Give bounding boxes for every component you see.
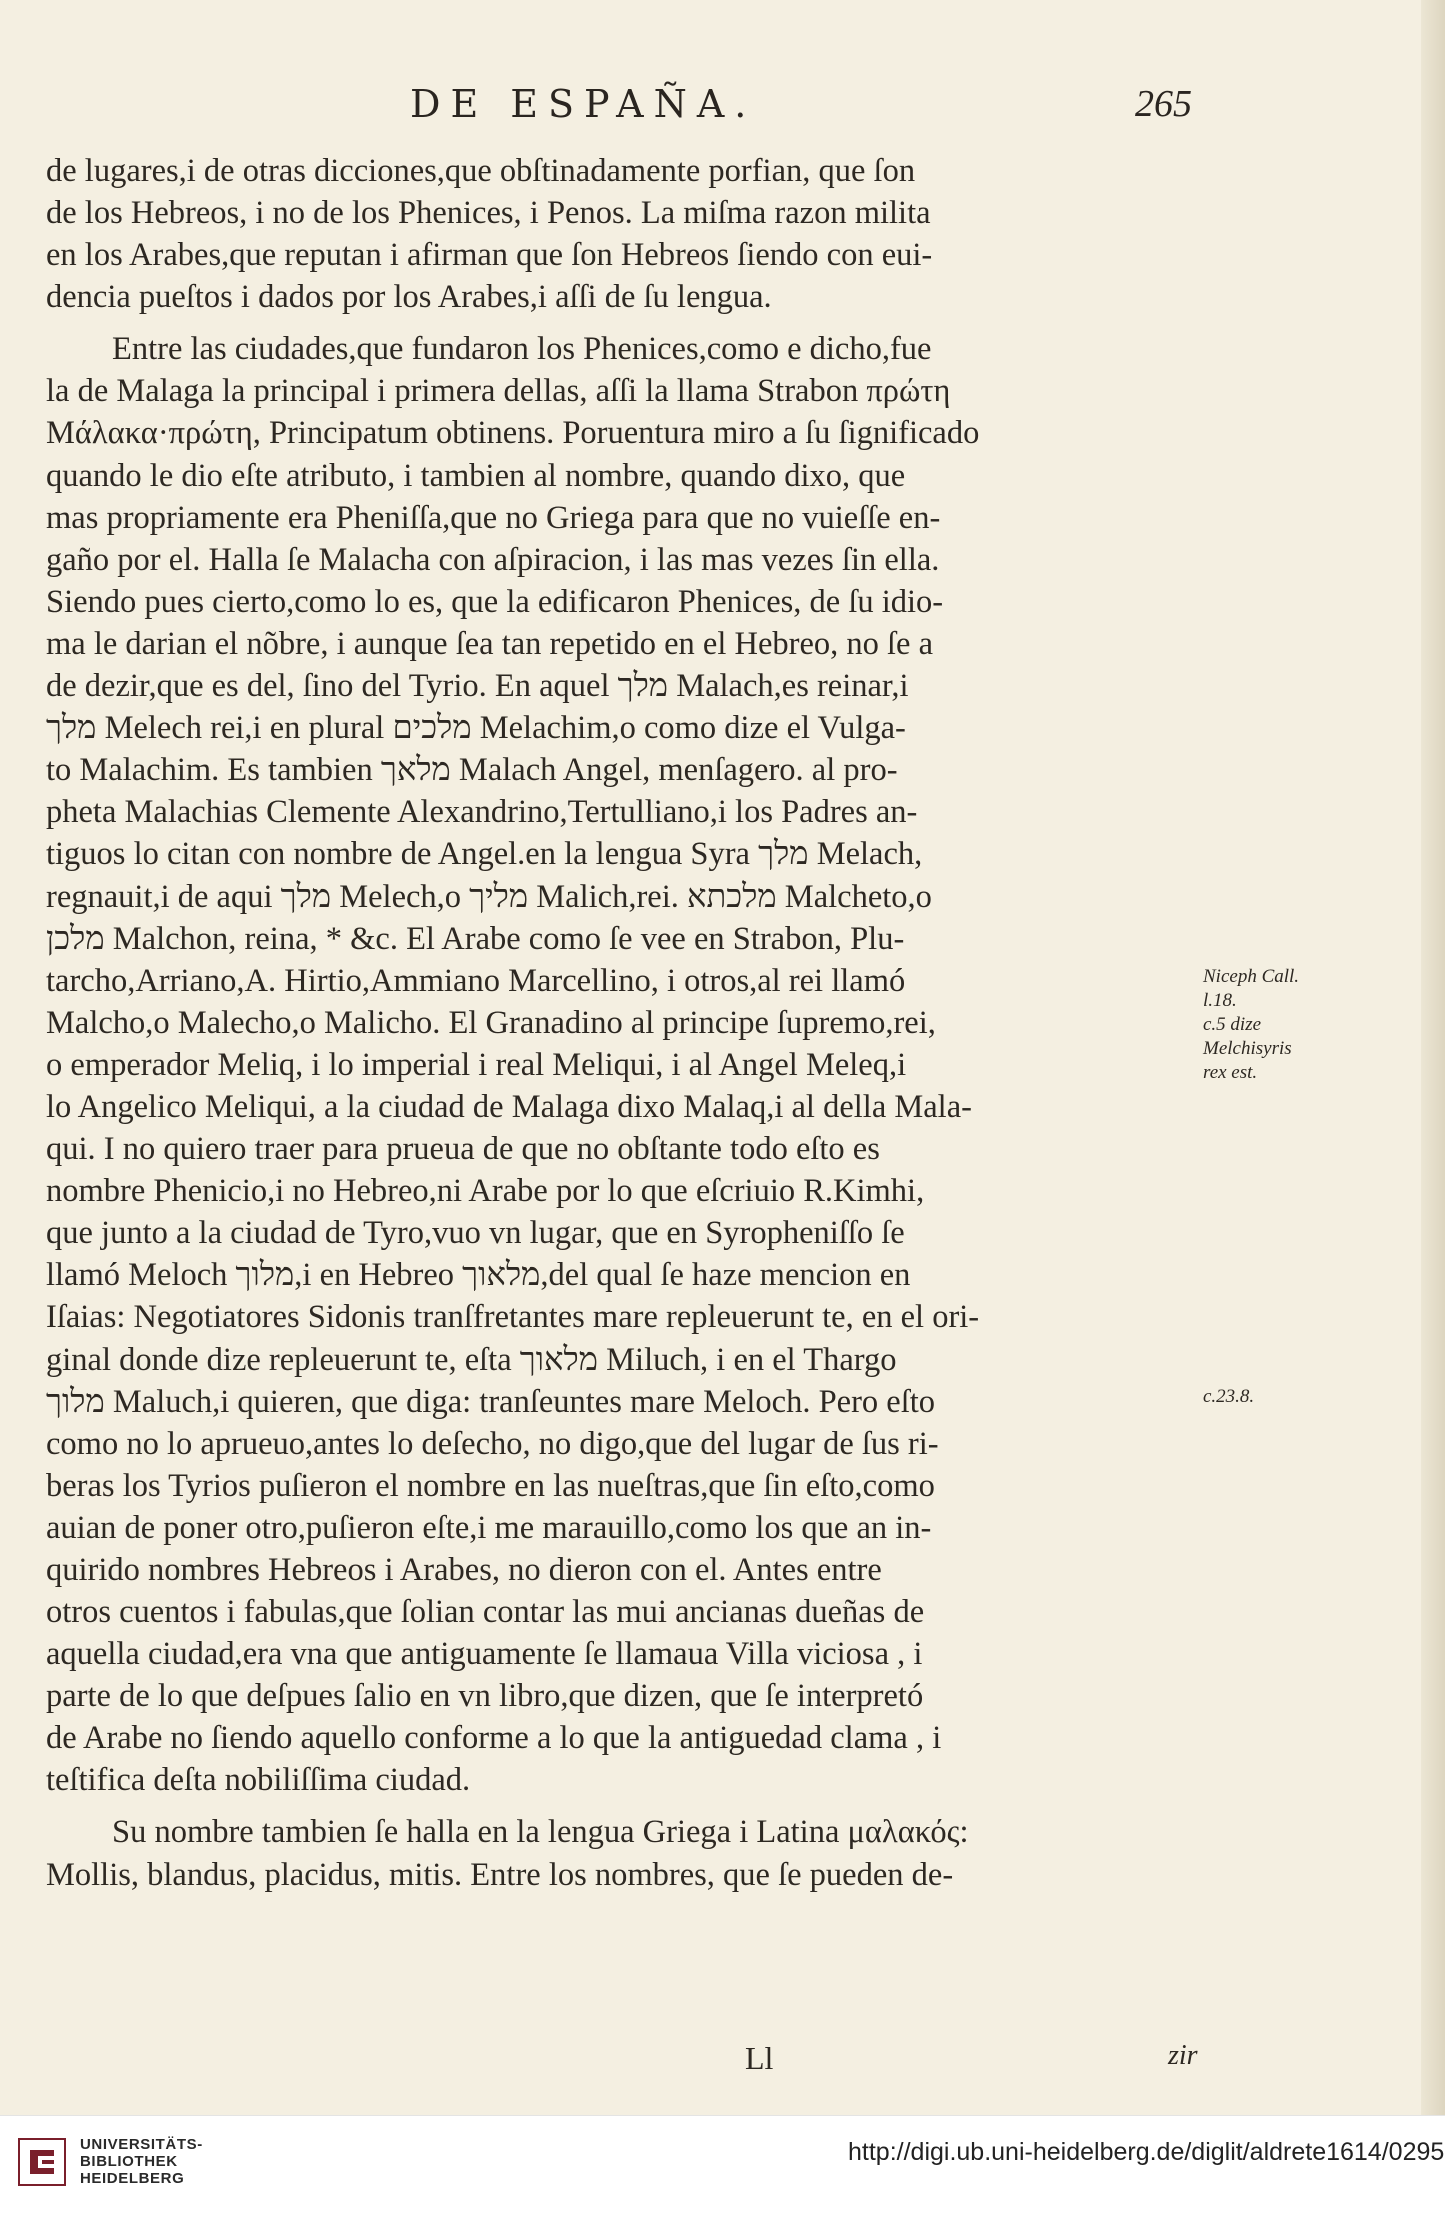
text-line: מלך Melech rei,i en plural מלכים Melachim,o como dize el Vulga- <box>46 710 906 747</box>
text-line: ginal donde dize repleuerunt te, eſta מלאוך Miluch, i en el Thargo <box>46 1341 897 1378</box>
text-line: o emperador Meliq, i lo imperial i real Meliqui, i al Angel Meleq,i <box>46 1046 907 1083</box>
library-name-line: BIBLIOTHEK <box>80 2153 178 2170</box>
text-line: de Arabe no ſiendo aquello conforme a lo que la antiguedad clama , i <box>46 1720 942 1757</box>
text-line: mas propriamente era Pheniſſa,que no Griega para que no vuieſſe en- <box>46 499 941 536</box>
catchword: zir <box>1168 2040 1198 2071</box>
body-text <box>46 150 1196 1896</box>
text-line: de dezir,que es del, ſino del Tyrio. En aquel מלך Malach,es reinar,i <box>46 668 909 705</box>
margin-note: Melchisyris <box>1203 1038 1292 1059</box>
text-line: beras los Tyrios puſieron el nombre en las nueſtras,que ſin eſto,como <box>46 1467 935 1504</box>
page-number: 265 <box>1135 83 1192 125</box>
text-line: quando le dio eſte atributo, i tambien al nombre, quando dixo, que <box>46 457 906 494</box>
margin-note: c.23.8. <box>1203 1386 1255 1407</box>
text-line: Entre las ciudades,que fundaron los Phenices,como e dicho,fue <box>112 331 932 368</box>
text-line: llamó Meloch מלוך,i en Hebreo מלאוך,del qual ſe haze mencion en <box>46 1257 911 1294</box>
text-line: ma le darian el nõbre, i aunque ſea tan repetido en el Hebreo, no ſe a <box>46 625 934 662</box>
text-line: aquella ciudad,era vna que antiguamente ſe llamaua Villa viciosa , i <box>46 1636 923 1673</box>
text-line: tiguos lo citan con nombre de Angel.en la lengua Syra מלך Melach, <box>46 836 923 873</box>
text-line: Siendo pues cierto,como lo es, que la edificaron Phenices, de ſu idio- <box>46 583 944 620</box>
library-name-line: UNIVERSITÄTS- <box>80 2136 203 2153</box>
text-line: de los Hebreos, i no de los Phenices, i Penos. La miſma razon milita <box>46 195 931 232</box>
text-line: מלכן Malchon, reina, * &c. El Arabe como ſe vee en Strabon, Plu- <box>46 920 905 957</box>
text-line: gaño por el. Halla ſe Malacha con aſpiracion, i las mas vezes ſin ella. <box>46 541 940 578</box>
text-line: que junto a la ciudad de Tyro,vuo vn lugar, que en Syropheniſſo ſe <box>46 1215 905 1252</box>
text-line: מלוך Maluch,i quieren, que diga: tranſeuntes mare Meloch. Pero eſto <box>46 1383 936 1420</box>
text-line: parte de lo que deſpues ſalio en vn libro,que dizen, que ſe interpretó <box>46 1678 924 1715</box>
text-line: lo Angelico Meliqui, a la ciudad de Malaga dixo Malaq,i al della Mala- <box>46 1088 972 1125</box>
text-line: en los Arabes,que reputan i afirman que ſon Hebreos ſiendo con eui- <box>46 237 933 274</box>
margin-note: c.5 dize <box>1203 1014 1262 1035</box>
text-line: la de Malaga la principal i primera dellas, aſſi la llama Strabon πρώτη <box>46 373 951 410</box>
text-line: de lugares,i de otras dicciones,que obſtinadamente porfian, que ſon <box>46 153 916 189</box>
text-line: qui. I no quiero traer para prueua de que no obſtante todo eſto es <box>46 1131 880 1168</box>
library-seal-icon <box>18 2138 66 2186</box>
margin-notes <box>1203 965 1343 1409</box>
text-line: auian de poner otro,puſieron eſte,i me marauillo,como los que an in- <box>46 1509 932 1546</box>
text-line: Malcho,o Malecho,o Malicho. El Granadino al principe ſupremo,rei, <box>46 1004 936 1041</box>
text-line: Mollis, blandus, placidus, mitis. Entre los nombres, que ſe pueden de- <box>46 1856 954 1893</box>
text-line: Iſaias: Negotiatores Sidonis tranſfretantes mare repleuerunt te, en el ori- <box>46 1299 980 1336</box>
text-line: pheta Malachias Clemente Alexandrino,Tertulliano,i los Padres an- <box>46 794 918 831</box>
text-line: tarcho,Arriano,A. Hirtio,Ammiano Marcellino, i otros,al rei llamó <box>46 962 906 999</box>
library-name-line: HEIDELBERG <box>80 2170 185 2187</box>
margin-note: l.18. <box>1203 990 1237 1011</box>
footer-bar <box>0 2115 1445 2236</box>
text-line: dencia pueſtos i dados por los Arabes,i aſſi de ſu lengua. <box>46 279 772 316</box>
signature-mark: Ll <box>745 2040 774 2076</box>
running-head: DE ESPAÑA. <box>410 82 757 126</box>
text-line: teſtifica deſta nobiliſſima ciudad. <box>46 1762 471 1799</box>
library-logo[interactable] <box>18 2136 203 2187</box>
text-line: nombre Phenicio,i no Hebreo,ni Arabe por lo que eſcriuio R.Kimhi, <box>46 1173 925 1210</box>
library-name <box>80 2136 203 2187</box>
permalink-url[interactable]: http://digi.ub.uni-heidelberg.de/diglit/aldrete1614/0295 <box>848 2138 1445 2166</box>
page-edge <box>1421 0 1445 2115</box>
text-line: to Malachim. Es tambien מלאך Malach Angel, menſagero. al pro- <box>46 752 898 789</box>
margin-note: Niceph Call. <box>1203 966 1300 987</box>
margin-note: rex est. <box>1203 1062 1258 1083</box>
text-line: como no lo aprueuo,antes lo deſecho, no digo,que del lugar de ſus ri- <box>46 1425 939 1462</box>
text-line: regnauit,i de aqui מלך Melech,o מליך Malich,rei. מלכתא Malcheto,o <box>46 878 932 915</box>
text-line: otros cuentos i fabulas,que ſolian contar las mui ancianas dueñas de <box>46 1594 925 1631</box>
text-line: Μάλακα·πρώτη, Principatum obtinens. Poruentura miro a ſu ſignificado <box>46 415 980 452</box>
text-line: Su nombre tambien ſe halla en la lengua Griega i Latina μαλακός: <box>112 1814 969 1851</box>
text-line: quirido nombres Hebreos i Arabes, no dieron con el. Antes entre <box>46 1552 882 1588</box>
